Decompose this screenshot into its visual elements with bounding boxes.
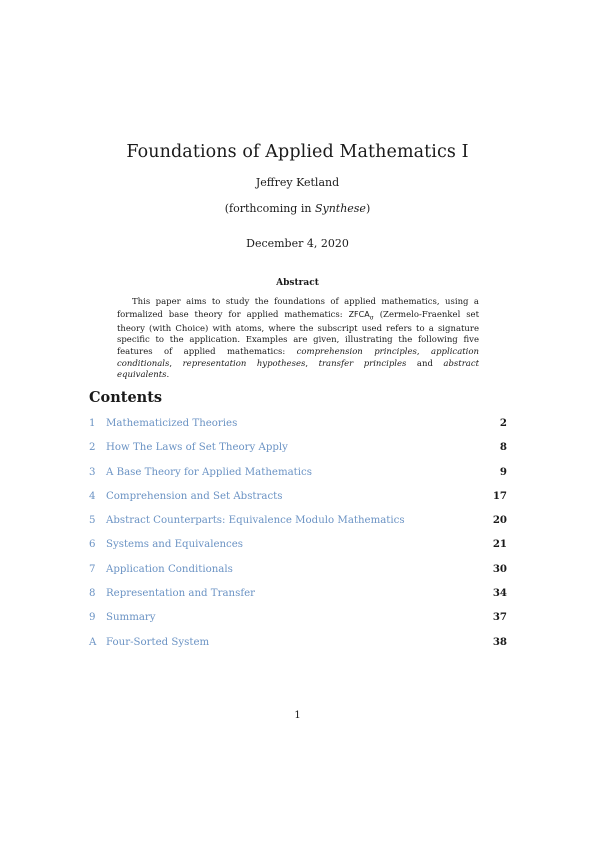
toc-page-number: 30 [492, 562, 507, 575]
toc-number[interactable]: A [89, 636, 97, 648]
toc-entry[interactable] [89, 466, 507, 490]
toc-link[interactable]: Comprehension and Set Abstracts [106, 490, 283, 502]
venue-suffix: ) [365, 202, 371, 215]
paper-date: December 4, 2020 [246, 237, 349, 250]
toc-link[interactable]: Abstract Counterparts: Equivalence Modulo Mathematics [106, 515, 405, 527]
toc-link[interactable]: Summary [106, 612, 156, 624]
toc-page-number: 2 [499, 417, 507, 429]
feature-abstract: abstract equivalents [117, 358, 480, 381]
feature-transfer: transfer principles [318, 358, 407, 369]
toc-link[interactable]: Application Conditionals [106, 563, 233, 575]
feature-application: application conditionals [117, 347, 479, 369]
abstract-heading: Abstract [276, 278, 319, 288]
toc-page-number: 21 [492, 538, 507, 551]
toc-link[interactable]: A Base Theory for Applied Mathematics [106, 466, 312, 478]
abstract-body [117, 297, 479, 382]
toc-page-number: 9 [499, 465, 507, 478]
toc-number[interactable]: 1 [89, 418, 96, 429]
table-of-contents [89, 417, 507, 660]
separator: . [166, 370, 170, 381]
toc-page-number: 17 [492, 489, 507, 502]
toc-link[interactable]: Mathematicized Theories [106, 418, 238, 429]
toc-page-number: 8 [499, 441, 507, 454]
separator: , [169, 358, 183, 369]
abstract-text-1: This paper aims to study the foundations of applied mathematics, using a formalized base theory for applied mathematics: [117, 297, 479, 320]
feature-comprehension: comprehension principles [296, 347, 417, 358]
toc-link[interactable]: Systems and Equivalences [106, 539, 244, 551]
separator: , [416, 347, 432, 358]
toc-entry[interactable] [89, 636, 507, 660]
toc-page-number: 20 [492, 514, 507, 527]
toc-page-number: 37 [492, 611, 507, 624]
toc-entry[interactable] [89, 538, 507, 562]
toc-number[interactable]: 3 [89, 466, 96, 478]
venue-journal: Synthese [314, 202, 366, 215]
paper-title: Foundations of Applied Mathematics I [126, 142, 469, 162]
toc-link[interactable]: How The Laws of Set Theory Apply [106, 442, 288, 454]
toc-number[interactable]: 6 [89, 539, 96, 551]
toc-entry[interactable] [89, 441, 507, 465]
toc-number[interactable]: 4 [89, 490, 96, 502]
separator: , [305, 358, 319, 369]
toc-entry[interactable] [89, 587, 507, 611]
toc-number[interactable]: 5 [89, 515, 96, 527]
toc-page-number: 38 [492, 635, 507, 648]
venue-prefix: (forthcoming in [224, 202, 315, 215]
toc-link[interactable]: Representation and Transfer [106, 588, 255, 600]
contents-heading: Contents [89, 389, 163, 406]
venue-note [0, 202, 595, 215]
toc-page-number: 34 [492, 587, 507, 600]
feature-representation: representation hypotheses [182, 358, 306, 369]
toc-number[interactable]: 8 [89, 588, 96, 600]
abstract-text-2: (Zermelo-Fraenkel set theory (with Choice) with atoms, where the subscript used refers to a signature specific to the application. Examples are given, illustrating the following five features of applied mathematics: [117, 309, 479, 358]
toc-link[interactable]: Four-Sorted System [106, 636, 210, 648]
toc-entry[interactable] [89, 490, 507, 514]
toc-entry[interactable] [89, 417, 507, 441]
theory-name: ZFCA [348, 309, 370, 319]
toc-number[interactable]: 2 [89, 442, 96, 454]
author-name: Jeffrey Ketland [255, 176, 340, 189]
toc-number[interactable]: 9 [89, 612, 96, 624]
separator: and [406, 358, 444, 369]
toc-number[interactable]: 7 [89, 563, 96, 575]
page-number: 1 [294, 710, 301, 721]
toc-entry[interactable] [89, 563, 507, 587]
toc-entry[interactable] [89, 611, 507, 635]
theory-subscript: σ [369, 314, 374, 322]
toc-entry[interactable] [89, 514, 507, 538]
